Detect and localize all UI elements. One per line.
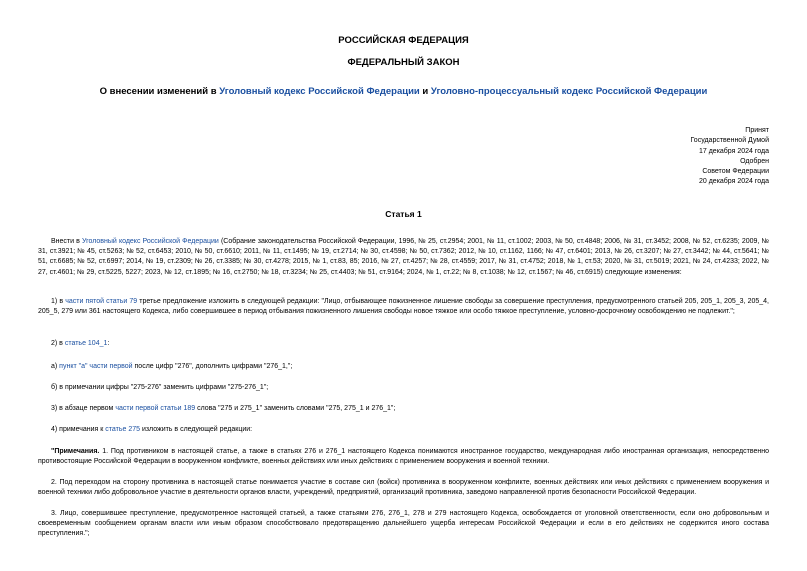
- link-article-189[interactable]: части первой статьи 189: [115, 405, 196, 412]
- text: :: [107, 340, 110, 347]
- text: слова "275 и 275_1" заменить словами "275, 275_1 и 276_1";: [195, 405, 396, 412]
- adoption-line: 17 декабря 2024 года: [698, 147, 769, 155]
- note-3: 3. Лицо, совершившее преступление, предусмотренное настоящей статьей, а также статьями 276, 276_1, 278 и 279 настоящего Кодекса, освобождается от уголовной ответственности, если оно добровольным и своевременным сообщением органам власти или иным образом способствовало предотвращению дальнейшего ущерба интересам Российской Федерации и если в его действиях не содержится иного состава преступления.";: [38, 510, 769, 538]
- header-law-type: ФЕДЕРАЛЬНЫЙ ЗАКОН: [347, 57, 460, 68]
- paragraph-item-2: [38, 339, 769, 349]
- note-2: 2. Под переходом на сторону противника в настоящей статье понимается участие в составе сил (войск) противника в вооруженном конфликте, военных действиях или иных действиях с применением вооружения и военной техники либо добровольное участие в деятельности органов власти, учреждений, предприятий, организаций противника, заведомо направленной против безопасности Российской Федерации.: [38, 479, 769, 497]
- adoption-block: [690, 126, 769, 188]
- paragraph-item-2a: [38, 362, 769, 372]
- text: 1. Под противником в настоящей статье, а также в статьях 276 и 276_1 настоящего Кодекса понимаются иностранное государство, международная либо иностранная организация, непосредственно противостоящие Российской Федерации в вооруженном конфликте, военных действиях или иных действиях с применением вооружения и военной техники.: [38, 448, 769, 466]
- adoption-line: 20 декабря 2024 года: [698, 178, 769, 186]
- paragraph-item-4: [38, 425, 769, 435]
- text: Внести в: [51, 238, 82, 245]
- link-article-104-1[interactable]: статье 104_1: [64, 340, 108, 347]
- paragraph-intro: [38, 237, 769, 278]
- adoption-line: Советом Федерации: [702, 168, 769, 176]
- title-link-procedure-code[interactable]: Уголовно-процессуальный кодекс Российской Федерации: [430, 86, 708, 97]
- link-article-79[interactable]: части пятой статьи 79: [65, 298, 138, 305]
- link-point-a[interactable]: пункт "а" части первой: [59, 363, 133, 370]
- text: 3) в абзаце первом: [51, 405, 116, 412]
- title-prefix: О внесении изменений в: [99, 86, 220, 97]
- title-link-criminal-code[interactable]: Уголовный кодекс Российской Федерации: [219, 86, 420, 97]
- adoption-line: Принят: [745, 127, 769, 134]
- paragraph-item-3: [38, 404, 769, 414]
- link-criminal-code[interactable]: Уголовный кодекс Российской Федерации: [81, 238, 219, 245]
- text: 4) примечания к: [51, 426, 106, 433]
- note-1: [38, 447, 769, 467]
- title-mid: и: [419, 86, 431, 97]
- text: изложить в следующей редакции:: [140, 426, 253, 433]
- note-heading: "Примечания.: [51, 448, 100, 455]
- text: третье предложение изложить в следующей редакции: "Лицо, отбывающее пожизненное лишение свободы за совершение преступления, предусмотренного статьей 205, 205_1, 205_3, 205_4, 205_5, 279 или 361 настоящего Кодекса, либо совершившее в период отбывания пожизненного лишения свободы новое тяжкое или особо тяжкое преступление, условно-досрочному освобождению не подлежит.";: [38, 298, 769, 316]
- text: 2) в: [51, 340, 65, 347]
- link-article-275[interactable]: статье 275: [105, 426, 141, 433]
- paragraph-item-2b: б) в примечании цифры "275-276" заменить цифрами "275-276_1";: [51, 384, 269, 391]
- header-federation: РОССИЙСКАЯ ФЕДЕРАЦИЯ: [338, 35, 469, 46]
- adoption-line: Одобрен: [740, 157, 769, 165]
- article-heading: Статья 1: [385, 209, 422, 219]
- text: 1) в: [51, 298, 66, 305]
- text: (Собрание законодательства Российской Федерации, 1996, № 25, ст.2954; 2001, № 11, ст.1002; 2003, № 50, ст.4848; 2006, № 31, ст.3452; 2008, № 52, ст.6235; 2009, № 31, ст.3921; № 45, ст.5263; № 52, ст.6453; 2010, № 50, ст.6610; 2011, № 11, ст.1495; № 19, ст.2714; № 30, ст.4598; № 50, ст.7362; 2012, № 10, ст.1162, 1166; № 47, ст.6401; 2013, № 26, ст.3207; № 27, ст.3442; № 44, ст.5641; № 51, ст.6685; № 52, ст.6997; 2014, № 19, ст.2309; № 26, ст.3385; № 30, ст.4278; 2015, № 1, ст.83, 85; 2016, № 27, ст.4257; № 28, ст.4559; 2017, № 31, ст.4752; 2018, № 1, ст.53; 2020, № 31, ст.5019; 2021, № 24, ст.4233; 2022, № 27, ст.4601; № 29, ст.5225, 5227; 2023, № 12, ст.1895; № 16, ст.2750; № 18, ст.3234; № 25, ст.4403; № 51, ст.9164; 2024, № 1, ст.22; № 8, ст.1038; № 12, ст.1567; № 46, ст.6915) следующие изменения:: [38, 238, 769, 276]
- paragraph-item-1: [38, 297, 769, 317]
- text: а): [51, 363, 60, 370]
- text: после цифр "276", дополнить цифрами "276_1,";: [132, 363, 293, 370]
- adoption-line: Государственной Думой: [690, 137, 769, 145]
- document-title: [0, 86, 807, 97]
